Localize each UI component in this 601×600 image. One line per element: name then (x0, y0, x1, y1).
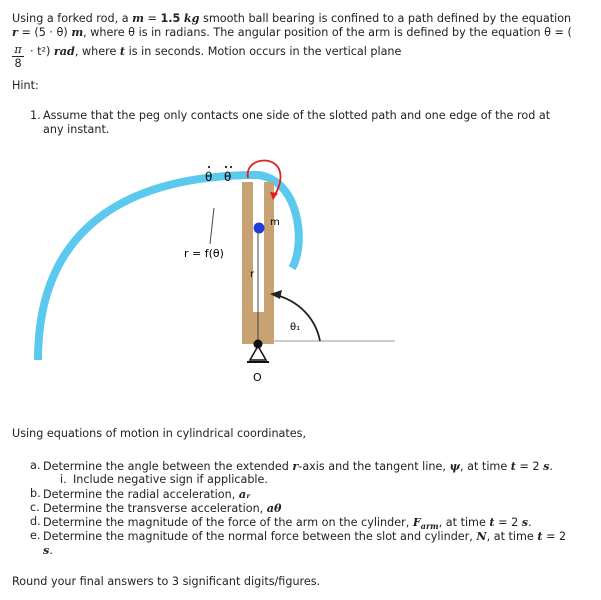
ball-bearing (254, 223, 265, 234)
path-function-label: r = f(θ) (184, 247, 224, 260)
question-e-continued (43, 543, 53, 558)
questions-lead: Using equations of motion in cylindrical coordinates, (12, 427, 307, 440)
seconds-unit: s (43, 543, 50, 557)
question-c-text: Determine the transverse acceleration, (43, 502, 267, 515)
question-d-label: d. (30, 515, 41, 528)
mass-label: m (270, 217, 280, 228)
t-variable: t (119, 44, 126, 58)
question-a-sub-label: i. (60, 473, 67, 486)
meter-unit: m (71, 25, 84, 39)
mass-unit: kg (183, 11, 200, 25)
question-d-text: . (528, 516, 532, 529)
question-a-text: , at time (460, 460, 511, 473)
theta-ddot-mark-1 (225, 166, 227, 168)
question-b-label: b. (30, 487, 41, 500)
question-a-text: . (549, 460, 553, 473)
forked-rod-left-tine (242, 182, 253, 314)
path-leader-line (210, 208, 214, 244)
theta-ddot-mark-2 (230, 166, 232, 168)
r-variable: r (292, 459, 299, 473)
r-variable: r (12, 25, 18, 39)
intro-text: = (5 · θ) (17, 26, 72, 39)
question-c (43, 501, 282, 516)
question-d-text: = 2 (494, 516, 522, 529)
question-e-label: e. (30, 529, 41, 542)
t-variable: t (489, 515, 495, 529)
seconds-unit: s (521, 515, 529, 529)
theta-dot-mark (208, 166, 210, 168)
hint-line-1: Assume that the peg only contacts one side of the slotted path and one edge of the rod at (43, 109, 551, 122)
question-a-text: = 2 (515, 460, 544, 473)
radial-acceleration-variable: aᵣ (238, 487, 251, 501)
rad-unit: rad (53, 44, 75, 58)
theta-arc (272, 294, 320, 341)
intro-text: is in seconds. Motion occurs in the vertical plane (125, 45, 402, 58)
theta-dot-label: θ (205, 170, 213, 184)
intro-text: , where θ is in radians. The angular position of the arm is defined by the equation θ = ( (83, 26, 572, 39)
normal-force-variable: N (476, 529, 487, 543)
question-c-label: c. (30, 501, 40, 514)
question-a-label: a. (30, 459, 41, 472)
fraction-denominator: 8 (14, 57, 22, 70)
question-a-sub: Include negative sign if applicable. (73, 473, 268, 486)
theta-1-label: θ₁ (290, 322, 301, 333)
question-e-text: = 2 (542, 530, 567, 543)
hint-item-number: 1. (30, 109, 41, 122)
intro-text: · t²) (30, 45, 54, 58)
t-variable: t (510, 459, 516, 473)
origin-label: O (253, 371, 262, 384)
t-variable: t (537, 529, 543, 543)
seconds-unit: s (543, 459, 550, 473)
footer-note: Round your final answers to 3 significant digits/figures. (12, 575, 321, 588)
r-label: r (250, 269, 255, 280)
question-d-text: Determine the magnitude of the force of the arm on the cylinder, (43, 516, 413, 529)
mass-value: 1.5 (160, 12, 181, 25)
hint-line-2: any instant. (43, 123, 110, 136)
hint-title: Hint: (12, 79, 39, 92)
question-d-text: , at time (438, 516, 490, 529)
equals-sign: = (143, 12, 161, 25)
psi-variable: ψ (449, 459, 461, 473)
transverse-acceleration-variable: aθ (266, 501, 282, 515)
force-variable: F (412, 515, 421, 529)
question-e-text: Determine the magnitude of the normal force between the slot and cylinder, (43, 530, 477, 543)
question-a-text: Determine the angle between the extended (43, 460, 293, 473)
intro-text: smooth ball bearing is confined to a path defined by the equation (199, 12, 572, 25)
question-a (43, 459, 553, 474)
question-a-text: -axis and the tangent line, (298, 460, 450, 473)
question-e-text: . (49, 544, 53, 557)
question-e (43, 529, 566, 544)
fraction-numerator: π (12, 44, 24, 57)
force-subscript: arm (420, 521, 439, 532)
question-b-text: Determine the radial acceleration, (43, 488, 239, 501)
intro-text: , where (74, 45, 120, 58)
intro-text: Using a forked rod, a (12, 12, 133, 25)
theta-ddot-label: θ (224, 170, 232, 184)
mass-variable: m (132, 11, 144, 25)
question-e-text: , at time (486, 530, 538, 543)
question-b (43, 487, 251, 502)
